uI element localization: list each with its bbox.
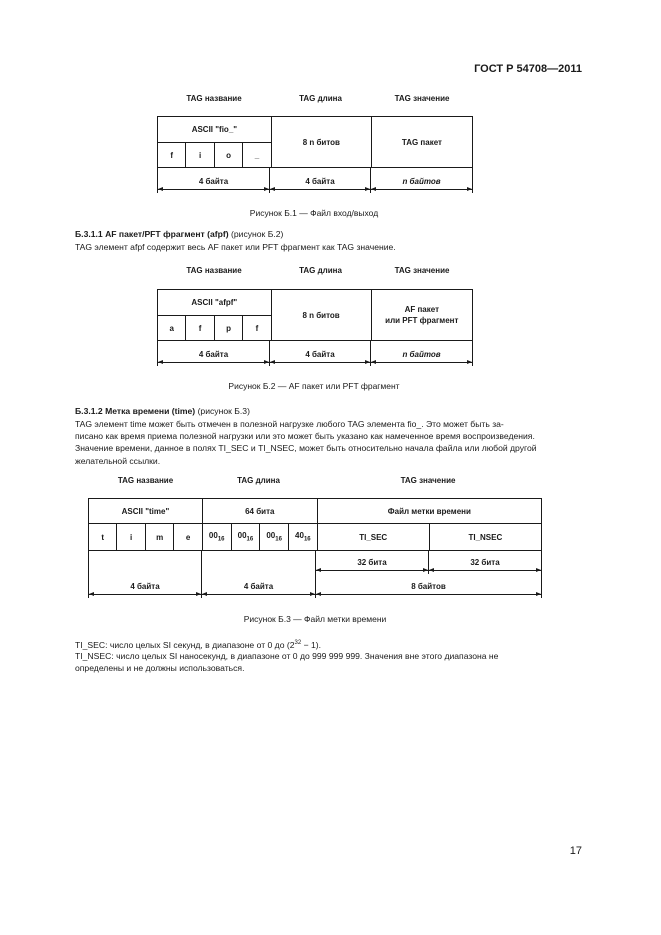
section-b3-1-1-text: TAG элемент afpf содержит весь AF пакет или PFT фрагмент как TAG значение.: [75, 242, 396, 252]
fig2-size-label: n байтов: [402, 350, 441, 359]
fig2-char-cell: a: [158, 316, 186, 341]
byte-value: 00: [237, 531, 247, 541]
section-b3-1-2-paragraph: [75, 418, 583, 467]
fig2-size-label: 4 байта: [198, 350, 229, 359]
fig1-col-header-name: TAG название: [186, 94, 242, 103]
section-title: AF пакет/PFT фрагмент (afpf): [105, 229, 229, 239]
fig3-col-header-name: TAG название: [117, 476, 174, 485]
fig2-size-label: 4 байта: [305, 350, 335, 359]
paragraph-line: желательной ссылки.: [75, 455, 161, 466]
fig1-col-header-length: TAG длина: [299, 94, 342, 103]
fig1-char-cell: _: [243, 143, 271, 168]
fig1-char-cell: f: [158, 143, 186, 168]
fig3-value-cell: Файл метки времени: [317, 499, 541, 524]
fig3-char-cell: m: [145, 524, 174, 551]
fig3-char-cell: i: [117, 524, 145, 551]
fig3-ti-sec-cell: TI_SEC: [317, 524, 429, 551]
paragraph-line: TAG элемент time может быть отмечен в полезной нагрузке любого TAG элемента fio_. Это может быть за-: [75, 419, 504, 429]
fig3-bytes-arrow: [316, 594, 541, 595]
fig1-dim-arrow: [371, 189, 472, 190]
fig2-table: [157, 289, 473, 341]
fig2-value-line: или PFT фрагмент: [385, 316, 459, 325]
fig3-ascii-cell: ASCII "time": [89, 499, 203, 524]
ti-sec-definition: [75, 637, 321, 651]
document-standard-header: ГОСТ Р 54708—2011: [474, 63, 582, 75]
fig3-table: [88, 498, 542, 551]
fig3-char-cell: t: [89, 524, 117, 551]
section-ref: (рисунок Б.2): [231, 229, 284, 239]
byte-value: 00: [208, 531, 218, 541]
fig3-bits-arrow: [429, 570, 541, 571]
fig2-value-cell: [371, 290, 472, 341]
fig3-length-byte-cell: [260, 524, 289, 551]
fig1-table: [157, 116, 473, 168]
fig2-caption: Рисунок Б.2 — AF пакет или PFT фрагмент: [228, 381, 400, 391]
fig2-col-header-value: TAG значение: [394, 266, 450, 275]
fig2-char-cell: f: [243, 316, 271, 341]
fig3-ti-nsec-cell: TI_NSEC: [429, 524, 541, 551]
fig2-ascii-cell: ASCII "afpf": [158, 290, 272, 316]
fig2-length-cell: 8 n битов: [271, 290, 371, 341]
fig2-dim-arrow: [158, 362, 269, 363]
fig2-dim-arrow: [270, 362, 370, 363]
section-b3-1-1-heading: [75, 228, 283, 240]
section-title: Метка времени (time): [105, 406, 196, 416]
fig1-ascii-cell: ASCII "fio_": [158, 117, 272, 143]
fig3-length-cell: 64 бита: [202, 499, 317, 524]
section-ref: (рисунок Б.3): [197, 406, 250, 416]
section-number: Б.3.1.2: [75, 406, 103, 416]
fig2-col-header-name: TAG название: [186, 266, 242, 275]
fig1-char-cell: i: [186, 143, 214, 168]
fig3-bits-label: 32 бита: [357, 558, 387, 567]
fig1-dim-arrow: [270, 189, 370, 190]
fig3-size-label: 4 байта: [243, 582, 274, 591]
fig3-dim-tick: [541, 550, 542, 598]
fig2-char-cell: p: [214, 316, 242, 341]
fig1-value-cell: TAG пакет: [371, 117, 472, 168]
paragraph-line: писано как время приема полезной нагрузки или это может быть указано как намеченное время воспроизведения.: [75, 431, 535, 442]
fig3-bits-label: 32 бита: [470, 558, 500, 567]
ti-sec-exponent: 32: [294, 640, 302, 646]
fig2-dim-tick: [472, 340, 473, 366]
fig1-dim-arrow: [158, 189, 269, 190]
fig1-col-header-value: TAG значение: [394, 94, 450, 103]
byte-value: 00: [266, 531, 276, 541]
ti-nsec-definition-line1: TI_NSEC: число целых SI наносекунд, в диапазоне от 0 до 999 999 999. Значения вне этого диапазона не: [75, 651, 499, 661]
fig2-col-header-length: TAG длина: [299, 266, 342, 275]
fig3-bytes-arrow: [202, 594, 315, 595]
fig1-size-label: 4 байта: [305, 177, 335, 186]
ti-sec-text-end: − 1).: [301, 639, 322, 650]
byte-subscript: 16: [275, 536, 282, 543]
fig3-char-cell: e: [174, 524, 202, 551]
fig3-length-byte-cell: [202, 524, 231, 551]
fig3-size-label: 8 байтов: [411, 582, 446, 591]
page-number: 17: [569, 845, 582, 857]
byte-subscript: 16: [246, 536, 254, 543]
section-number: Б.3.1.1: [75, 229, 103, 239]
fig1-size-label: n байтов: [402, 177, 441, 186]
byte-subscript: 16: [303, 536, 311, 543]
ti-nsec-definition-line2: определены и не должны использоваться.: [75, 663, 245, 673]
byte-value: 40: [295, 531, 304, 541]
fig1-size-label: 4 байта: [198, 177, 229, 186]
fig2-dim-arrow: [371, 362, 472, 363]
fig3-bits-arrow: [316, 570, 428, 571]
fig2-value-line: AF пакет: [404, 305, 440, 314]
section-b3-1-2-heading: [75, 405, 250, 417]
fig3-caption: Рисунок Б.3 — Файл метки времени: [243, 614, 387, 624]
paragraph-line: Значение времени, данное в полях TI_SEC и TI_NSEC, может быть относительно начала файла или любой другой: [75, 443, 537, 454]
fig3-size-label: 4 байта: [130, 582, 160, 591]
fig2-char-cell: f: [186, 316, 214, 341]
fig1-char-cell: o: [214, 143, 242, 168]
fig3-length-byte-cell: [288, 524, 317, 551]
fig3-col-header-length: TAG длина: [237, 476, 280, 485]
ti-sec-text: TI_SEC: число целых SI секунд, в диапазоне от 0 до (2: [75, 639, 295, 650]
fig3-bytes-arrow: [89, 594, 201, 595]
fig1-caption: Рисунок Б.1 — Файл вход/выход: [249, 208, 379, 218]
fig1-dim-tick: [472, 167, 473, 193]
fig3-length-byte-cell: [231, 524, 260, 551]
fig1-length-cell: 8 n битов: [271, 117, 371, 168]
fig3-col-header-value: TAG значение: [400, 476, 456, 485]
byte-subscript: 16: [217, 536, 225, 543]
